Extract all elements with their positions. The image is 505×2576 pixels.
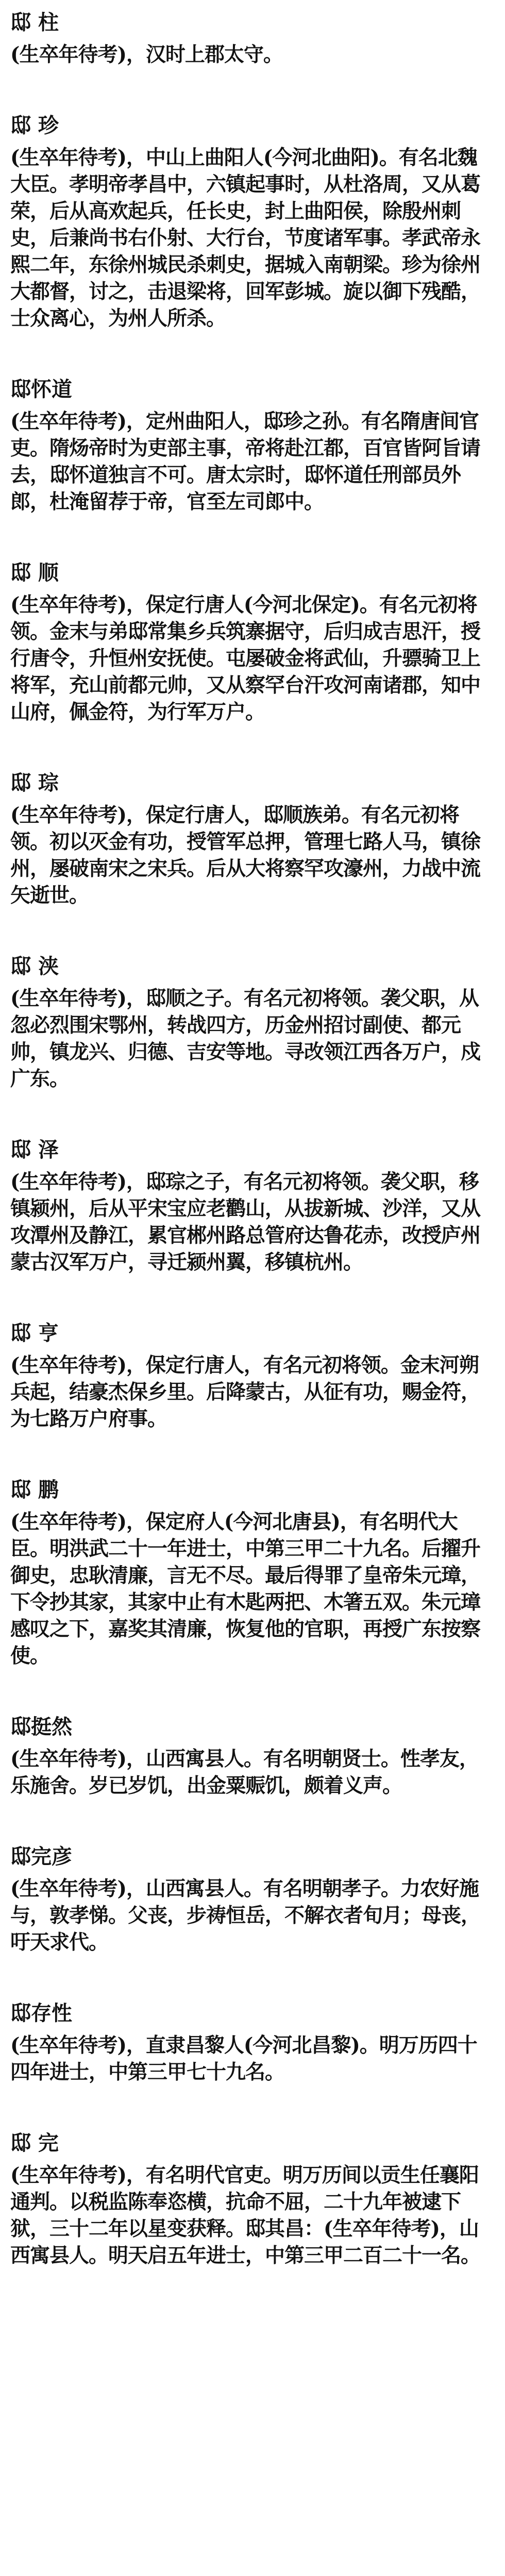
person-name: 邸 顺 <box>10 561 59 585</box>
person-name: 邸 亨 <box>10 1321 59 1345</box>
entry-di-huaidao <box>10 376 495 515</box>
entry-di-cong <box>10 770 495 909</box>
entry-di-zhen <box>10 112 495 332</box>
biography-text: (生卒年待考)，山西寓县人。有名明朝贤士。性孝友，乐施舍。岁已岁饥，出金粟赈饥，颇着义声。 <box>10 1747 479 1798</box>
person-name: 邸 鹏 <box>10 1478 59 1502</box>
entry-di-tingran <box>10 1714 495 1799</box>
person-name: 邸完彦 <box>10 1844 72 1869</box>
person-name: 邸 琮 <box>10 771 59 795</box>
person-name: 邸挺然 <box>10 1715 72 1739</box>
biography-text: (生卒年待考)，有名明代官吏。明万历间以贡生任襄阳通判。以税监陈奉恣横，抗命不屈，二十九年被逮下狱，三十二年以星变获释。邸其昌：(生卒年待考)，山西寓县人。明天启五年进士，中第三甲二百二十一名。 <box>10 2163 481 2267</box>
entry-di-zhu <box>10 9 495 68</box>
person-name: 邸 浃 <box>10 954 59 978</box>
biography-text: (生卒年待考)，邸顺之子。有名元初将领。袭父职，从忽必烈围宋鄂州，转战四方，历金州招讨副使、都元帅，镇龙兴、归德、吉安等地。寻改领江西各万户，戍广东。 <box>10 987 481 1091</box>
person-name: 邸 珍 <box>10 113 59 138</box>
biography-text: (生卒年待考)，保定行唐人，有名元初将领。金末河朔兵起，结豪杰保乡里。后降蒙古，从征有功，赐金符，为七路万户府事。 <box>10 1353 481 1431</box>
entry-di-peng <box>10 1477 495 1669</box>
entry-di-ze <box>10 1137 495 1276</box>
person-name: 邸 完 <box>10 2131 59 2155</box>
entry-di-cunxing <box>10 2000 495 2086</box>
entry-di-wan <box>10 2130 495 2269</box>
biography-text: (生卒年待考)，保定府人(今河北唐县)，有名明代大臣。明洪武二十一年进士，中第三甲二十九名。后擢升御史，忠耿清廉，言无不尽。最后得罪了皇帝朱元璋，下令抄其家，其家中止有木匙两把、木箸五双。朱元璋感叹之下，嘉奖其清廉，恢复他的官职，再授广东按察使。 <box>10 1510 481 1668</box>
person-name: 邸怀道 <box>10 377 72 401</box>
entry-di-shun <box>10 560 495 725</box>
biography-text: (生卒年待考)，直隶昌黎人(今河北昌黎)。明万历四十四年进士，中第三甲七十九名。 <box>10 2033 477 2084</box>
entry-di-heng <box>10 1320 495 1432</box>
biography-text: (生卒年待考)，定州曲阳人，邸珍之孙。有名隋唐间官吏。隋炀帝时为吏部主事，帝将赴江都，百官皆阿旨请去，邸怀道独言不可。唐太宗时，邸怀道任刑部员外郎，杜淹留荐于帝，官至左司郎中。 <box>10 410 481 514</box>
entry-di-jia <box>10 953 495 1092</box>
biography-text: (生卒年待考)，中山上曲阳人(今河北曲阳)。有名北魏大臣。孝明帝孝昌中，六镇起事时，从杜洛周，又从葛荣，后从高欢起兵，任长史，封上曲阳侯，除殷州刺史，后兼尚书右仆射、大行台，节度诸军事。孝武帝永熙二年，东徐州城民杀刺史，据城入南朝梁。珍为徐州大都督，讨之，击退梁将，回军彭城。旋以御下残酷，士众离心，为州人所杀。 <box>10 146 481 330</box>
biography-text: (生卒年待考)，保定行唐人(今河北保定)。有名元初将领。金末与弟邸常集乡兵筑寨据守，后归成吉思汗，授行唐令，升恒州安抚使。屯屡破金将武仙，升骠骑卫上将军，充山前都元帅，又从察罕台汗攻河南诸郡，知中山府，佩金符，为行军万户。 <box>10 593 481 724</box>
entry-di-wanyan <box>10 1843 495 1956</box>
person-name: 邸 泽 <box>10 1138 59 1162</box>
biography-text: (生卒年待考)，保定行唐人，邸顺族弟。有名元初将领。初以灭金有功，授管军总押，管理七路人马，镇徐州，屡破南宋之宋兵。后从大将察罕攻濠州，力战中流矢逝世。 <box>10 803 481 907</box>
person-name: 邸存性 <box>10 2001 72 2025</box>
person-name: 邸 柱 <box>10 10 59 35</box>
biography-text: (生卒年待考)，汉时上郡太守。 <box>10 43 283 66</box>
biography-text: (生卒年待考)，邸琮之子，有名元初将领。袭父职，移镇颍州，后从平宋宝应老鹳山，从拔新城、沙洋，又从攻潭州及静江，累官郴州路总管府达鲁花赤，改授庐州蒙古汉军万户，寻迁颍州翼，移镇杭州。 <box>10 1170 481 1274</box>
biography-text: (生卒年待考)，山西寓县人。有名明朝孝子。力农好施与，敦孝悌。父丧，步祷恒岳，不解衣者旬月；母丧，吁天求代。 <box>10 1877 481 1954</box>
